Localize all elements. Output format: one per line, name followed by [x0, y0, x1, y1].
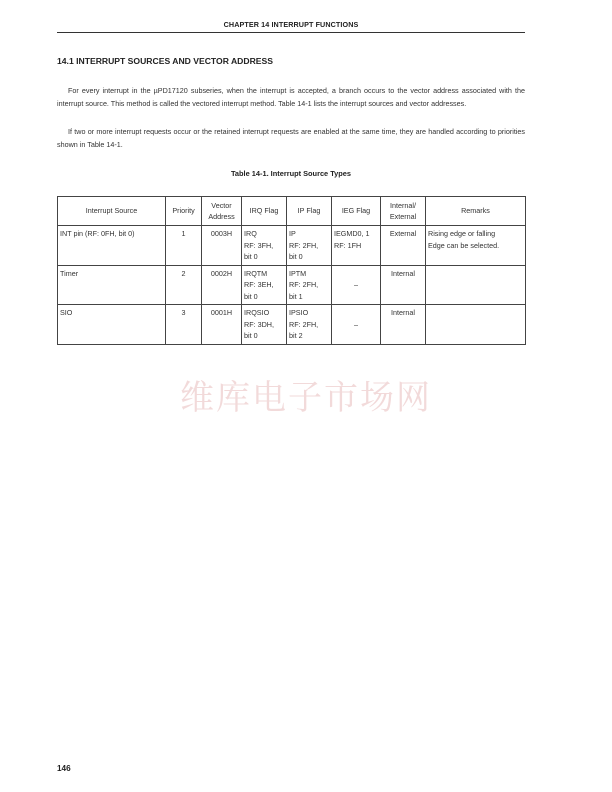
watermark: 维库电子市场网 [180, 378, 432, 418]
cell-remarks [426, 265, 526, 305]
cell-internal-external: Internal [381, 265, 426, 305]
section-title: 14.1 INTERRUPT SOURCES AND VECTOR ADDRESS [57, 56, 273, 66]
table-header-row [58, 197, 526, 226]
table-caption: Table 14-1. Interrupt Source Types [230, 169, 352, 178]
cell-ip-line2: RF: 2FH, [289, 280, 319, 289]
cell-remarks-line1: Rising edge or falling [428, 229, 496, 238]
col-vector-line2: Address [208, 212, 235, 221]
cell-ip-line3: bit 1 [289, 291, 303, 301]
interrupt-source-table [57, 196, 526, 345]
cell-irq-line1: IRQTM [244, 268, 268, 278]
col-irq-flag: IRQ Flag [242, 197, 287, 226]
col-vector-line1: Vector [211, 200, 232, 210]
cell-irq-line3: bit 0 [244, 291, 258, 301]
cell-irq-line1: IRQSIO [244, 308, 270, 317]
cell-ieg-line2: RF: 1FH [334, 240, 362, 250]
cell-irq [242, 226, 287, 266]
table-row [58, 265, 526, 305]
cell-ip [287, 305, 332, 345]
cell-ieg: – [332, 305, 381, 345]
col-internal-line2: External [389, 212, 417, 221]
cell-vector: 0002H [202, 265, 242, 305]
page-number: 146 [57, 764, 71, 773]
cell-source: Timer [58, 265, 166, 305]
cell-ip-line2: RF: 2FH, [289, 240, 319, 250]
cell-priority: 2 [166, 265, 202, 305]
cell-irq-line2: RF: 3DH, [244, 319, 274, 329]
table-row [58, 226, 526, 266]
cell-ip-line1: IPSIO [289, 308, 309, 317]
cell-ip-line3: bit 0 [289, 252, 303, 261]
paragraph-1 [57, 84, 525, 110]
col-ip-flag: IP Flag [287, 197, 332, 226]
paragraph-2 [57, 125, 525, 151]
col-ieg-flag: IEG Flag [332, 197, 381, 226]
col-vector-address [202, 197, 242, 226]
cell-irq-line2: RF: 3EH, [244, 280, 274, 289]
col-remarks: Remarks [426, 197, 526, 226]
col-internal-external [381, 197, 426, 226]
cell-vector: 0001H [202, 305, 242, 345]
cell-remarks-line2: Edge can be selected. [428, 240, 500, 250]
cell-irq [242, 305, 287, 345]
cell-irq-line2: RF: 3FH, [244, 240, 274, 250]
cell-ip [287, 265, 332, 305]
cell-ieg: – [332, 265, 381, 305]
cell-irq [242, 265, 287, 305]
cell-ip-line1: IPTM [289, 268, 307, 278]
cell-ip-line1: IP [289, 229, 296, 238]
cell-source: SIO [58, 305, 166, 345]
col-interrupt-source: Interrupt Source [58, 197, 166, 226]
col-priority: Priority [166, 197, 202, 226]
chapter-header: CHAPTER 14 INTERRUPT FUNCTIONS [223, 20, 359, 29]
paragraph-2-text: If two or more interrupt requests occur or the retained interrupt requests are enabled at the same time, they are handled according to priorities shown in Table 14-1. [57, 127, 525, 150]
cell-internal-external: External [381, 226, 426, 266]
cell-ieg [332, 226, 381, 266]
cell-source: INT pin (RF: 0FH, bit 0) [58, 226, 166, 266]
cell-irq-line3: bit 0 [244, 252, 258, 261]
cell-remarks [426, 305, 526, 345]
cell-vector: 0003H [202, 226, 242, 266]
cell-remarks [426, 226, 526, 266]
table-row [58, 305, 526, 345]
cell-irq-line3: bit 0 [244, 331, 258, 340]
cell-irq-line1: IRQ [244, 229, 257, 238]
cell-internal-external: Internal [381, 305, 426, 345]
paragraph-1-text: For every interrupt in the µPD17120 subseries, when the interrupt is accepted, a branch occurs to the vector address associated with the interrupt source. This method is called the vectored interrupt method. Table 14-1 lists the interrupt sources and vector addresses. [57, 86, 525, 109]
cell-ieg-line1: IEGMD0, 1 [334, 229, 370, 238]
cell-priority: 3 [166, 305, 202, 345]
cell-ip-line3: bit 2 [289, 331, 303, 340]
cell-ip-line2: RF: 2FH, [289, 319, 319, 329]
cell-ip [287, 226, 332, 266]
cell-priority: 1 [166, 226, 202, 266]
header-divider [57, 32, 525, 33]
col-internal-line1: Internal/ [390, 200, 416, 210]
